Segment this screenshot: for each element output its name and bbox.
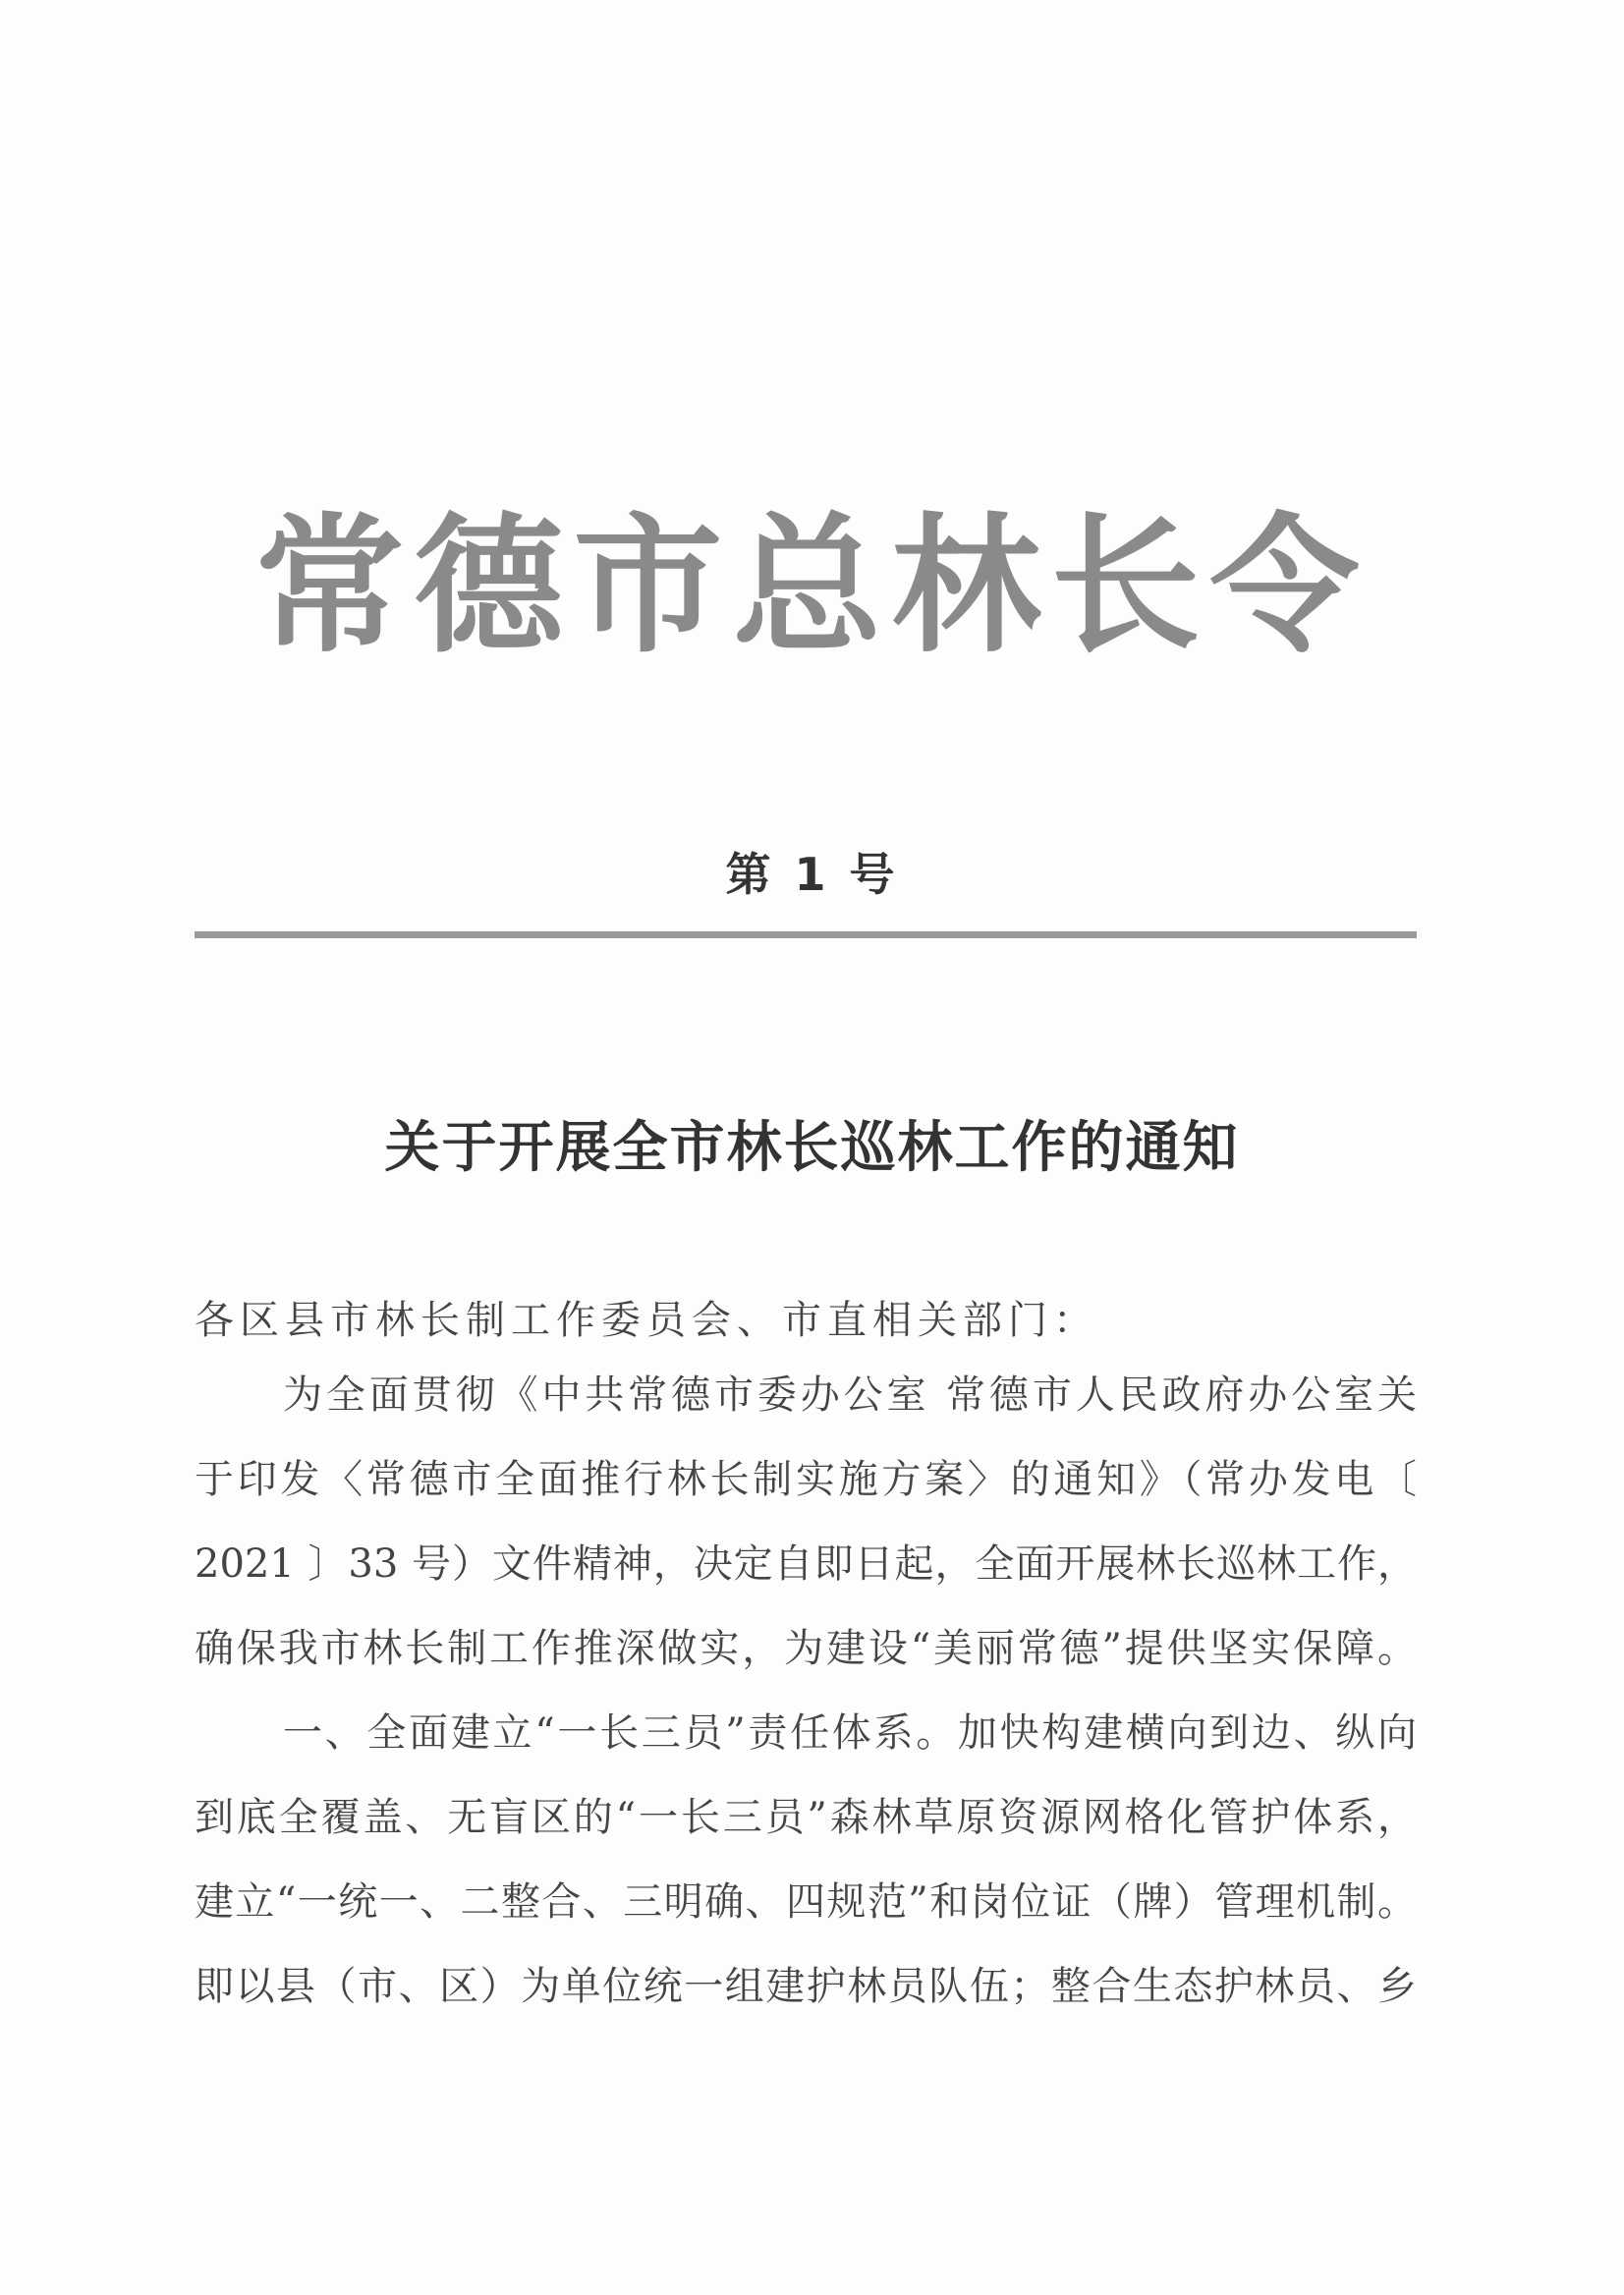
document-header-title: 常德市总林长令 [254,497,1370,673]
body-line: 建立“一统一、二整合、三明确、四规范”和岗位证（牌）管理机制。 [195,1879,1417,1925]
body-line: 即以县（市、区）为单位统一组建护林员队伍；整合生态护林员、乡 [195,1964,1417,2009]
body-line: 确保我市林长制工作推深做实，为建设“美丽常德”提供坚实保障。 [195,1626,1417,1671]
body-line: 2021 〕33 号）文件精神，决定自即日起，全面开展林长巡林工作， [195,1541,1417,1587]
body-line: 于印发〈常德市全面推行林长制实施方案〉的通知》（常办发电〔 [195,1457,1417,1502]
document-number: 第 1 号 [725,848,899,901]
body-line: 为全面贯彻《中共常德市委办公室 常德市人民政府办公室关 [283,1372,1417,1418]
body-line: 到底全覆盖、无盲区的“一长三员”森林草原资源网格化管护体系， [195,1795,1417,1840]
header-divider [195,931,1417,938]
notice-title: 关于开展全市林长巡林工作的通知 [384,1116,1240,1180]
body-line: 一、全面建立“一长三员”责任体系。加快构建横向到边、纵向 [283,1710,1417,1756]
salutation: 各区县市林长制工作委员会、市直相关部门： [195,1298,1098,1343]
